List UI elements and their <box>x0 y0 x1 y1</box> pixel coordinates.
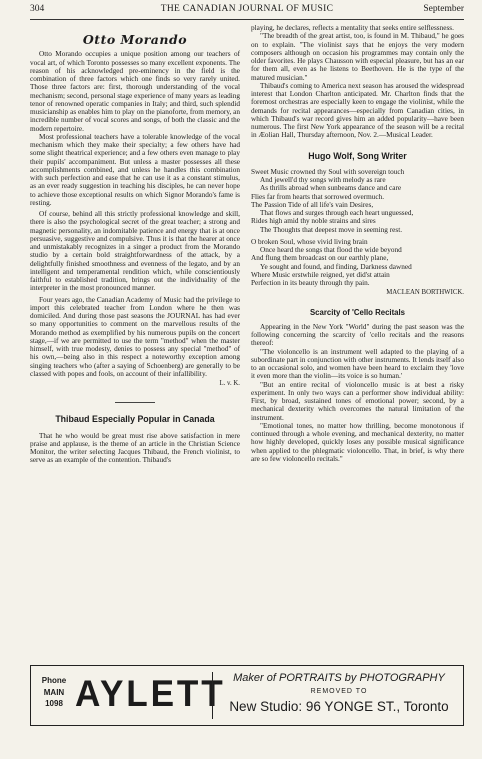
morando-paragraph: Four years ago, the Canadian Academy of Music had the privilege to import this celebrated teacher from London where he then was domiciled. And during those past seasons the JOURNAL has had ever so many opportunities to comment on the marvellous results of the Morando method as exemplified by his numerous pupils on the concert stage,—if we are permitted to use the term "method" when the master himself, with true modesty, denies to possess any special "method" of his own,—being also in this respect a noteworthy exception among singing teachers who (after a saying of Schoenberg) are generally to be classed with popes and fools, on account of their infallibility. <box>30 295 240 378</box>
thibaud-paragraph: Thibaud's coming to America next season has aroused the widespread interest that London Charlton anticipated. Mr. Charlton finds that the foremost orchestras are especially keen to engage the violinist, while the demands for recital appearances—especially from Canadian cities, in which Thibaud's war record gives him an added popularity—have been numerous. The first New York appearance of the season will be a recital in Æolian Hall, Thursday afternoon, Nov. 2.—Musical Leader. <box>251 81 464 140</box>
poem-title: Hugo Wolf, Song Writer <box>308 150 407 161</box>
poem-body <box>251 168 464 288</box>
left-column <box>30 24 240 465</box>
article-title-morando: Otto Morando <box>82 32 188 47</box>
cello-paragraph: "Emotional tones, no matter how thrilling, become monotonous if continued through a whole evening, and mechanical dexterity, no matter how highly developed, quickly loses any possible musical significance when applied to the phlegmatic violoncello. That, in brief, is why there are so few violoncello recitals." <box>251 421 464 463</box>
section-divider <box>115 402 155 403</box>
morando-paragraph: Otto Morando occupies a unique position among our teachers of vocal art, of which Toronto possesses so many excellent exponents. The reason of his acknowledged pre-eminency in the field is the combination of three factors which one finds so very rarely united. Those three factors are: first, thorough understanding of the vocal mechanism; second, personal stage experience of many years as leading tenor of renowned operatic companies in Italy; and third, such splendid musicianship as enables him to play on the pianoforte, from memory, an incredible number of vocal scores and songs, of both the classic and the modern repertoire. <box>30 50 240 133</box>
poem-line: O broken Soul, whose vivid living brain <box>251 237 368 246</box>
ad-divider <box>212 672 213 719</box>
ad-business-name: AYLETT <box>75 673 226 714</box>
poem-line: The Passion Tide of all life's vain Desires, <box>251 200 374 209</box>
thibaud-paragraph: playing, he declares, reflects a mentality that seeks entire selflessness. <box>251 24 454 32</box>
morando-signature: L. v. K. <box>219 380 240 387</box>
ad-phone-number: 1098 <box>45 699 63 708</box>
morando-paragraph: Most professional teachers have a tolerable knowledge of the vocal mechanism which they make their specialty; a few others have had some slight theatrical experience; and a few others even manage to play their pupils' accompaniment. But unless a master possesses all these accomplishments combined, and unless he handles this combination with such perfection and ease that he can use it as a constant stimulus, as an ever ready suggestion in teaching his disciples, he can never hope to achieve those exceptional results on which Signor Morando's fame is resting. <box>30 132 240 207</box>
journal-title: THE CANADIAN JOURNAL OF MUSIC <box>160 4 334 14</box>
thibaud-paragraph: "The breadth of the great artist, too, is found in M. Thibaud," he goes on to explain. "The violinist says that he enjoys the very modern composers although on occasion his programmes may contain only the older favorites. He plays Chausson with especial pleasure, but has an ear for them all, even as he listens to Beethoven. He is the type of the matured musician." <box>251 32 464 82</box>
poem-line: Perfection in its beauty through thy pain. <box>251 279 370 287</box>
poem-line: Where Music erstwhile reigned, yet did'st attain <box>251 270 390 279</box>
running-header <box>30 4 464 18</box>
poem-line: Rides high amid thy noble strains and sires <box>251 217 376 226</box>
poem-line: Ye sought and found, and finding, Darkness dawned <box>260 262 412 271</box>
cello-paragraph: "The violoncello is an instrument well adapted to the playing of a subordinate part in conjunction with other instruments. It lends itself also to an occasional solo, and women have been heard to exclaim they 'love it even more than the violin—its voice is so human.' <box>251 347 464 381</box>
ad-details <box>219 670 459 716</box>
ad-phone-block <box>37 675 71 710</box>
page-number: 304 <box>30 4 45 14</box>
morando-paragraph: Of course, behind all this strictly professional knowledge and skill, there is also the psychological secret of the great teacher; a strong and magnetic personality, an indomitable patience and energy that is at once persuasive, suggestive and compulsive. Thus it is that the hearer at once and unmistakably recognizes in a singer a product from the Morando studio by a certain bold straightforwardness of the attack, by a delightfully finished smoothness and evenness of the legato, and by an intelligent and temperamental rendition which, while conscientiously faithful to established tradition, brings out the individuality of the interpreter in the most pronounced manner. <box>30 210 240 293</box>
aylett-advertisement <box>30 665 464 726</box>
cello-paragraph: Appearing in the New York "World" during the past season was the following concerning the scarcity of 'cello recitals and the reasons thereof: <box>251 322 464 348</box>
ad-removed-note: REMOVED TO <box>310 688 368 695</box>
poem-line: The Thoughts that deepest move in seeming rest. <box>260 225 403 234</box>
poem-line: Flies far from hearts that sorrowed overmuch. <box>251 192 385 201</box>
poem-line: That flows and surges through each heart unguessed, <box>260 209 414 217</box>
poem-line: Sweet Music crowned thy Soul with sovereign touch <box>251 167 405 176</box>
header-rule <box>30 19 464 20</box>
cello-paragraph: "But an entire recital of violoncello music is at best a risky experiment. In only two ways can a performer show individual ability: First, by broad, sustained tones of emotional power; second, by a mechanical dexterity which overcomes the natural limitation of the instrument. <box>251 380 464 422</box>
ad-tagline: Maker of PORTRAITS by PHOTOGRAPHY <box>233 672 445 684</box>
ad-phone-exchange: MAIN <box>43 687 65 697</box>
poem-line: Once heard the songs that flood the wide beyond <box>260 246 402 254</box>
right-column <box>251 24 464 463</box>
poem-line: And jewell'd thy songs with melody as rare <box>260 176 386 184</box>
ad-phone-label: Phone <box>41 676 67 685</box>
thibaud-paragraph: That he who would be great must rise above satisfaction in mere praise and applause, is the theme of an article in the Christian Science Monitor, the writer selecting Jacques Thibaud, the French violinist, to serve as an example of the contention. Thibaud's <box>30 431 240 465</box>
poem-line: As thrills abroad when sunbeams dance and care <box>260 184 402 193</box>
issue-month: September <box>423 4 464 14</box>
poem-author: MACLEAN BORTHWICK. <box>386 289 464 297</box>
article-title-thibaud: Thibaud Especially Popular in Canada <box>55 414 215 425</box>
poem-line: And flung them broadcast on our earthly plane, <box>251 254 389 263</box>
article-title-cello: Scarcity of 'Cello Recitals <box>309 307 406 317</box>
ad-address: New Studio: 96 YONGE ST., Toronto <box>229 699 449 714</box>
